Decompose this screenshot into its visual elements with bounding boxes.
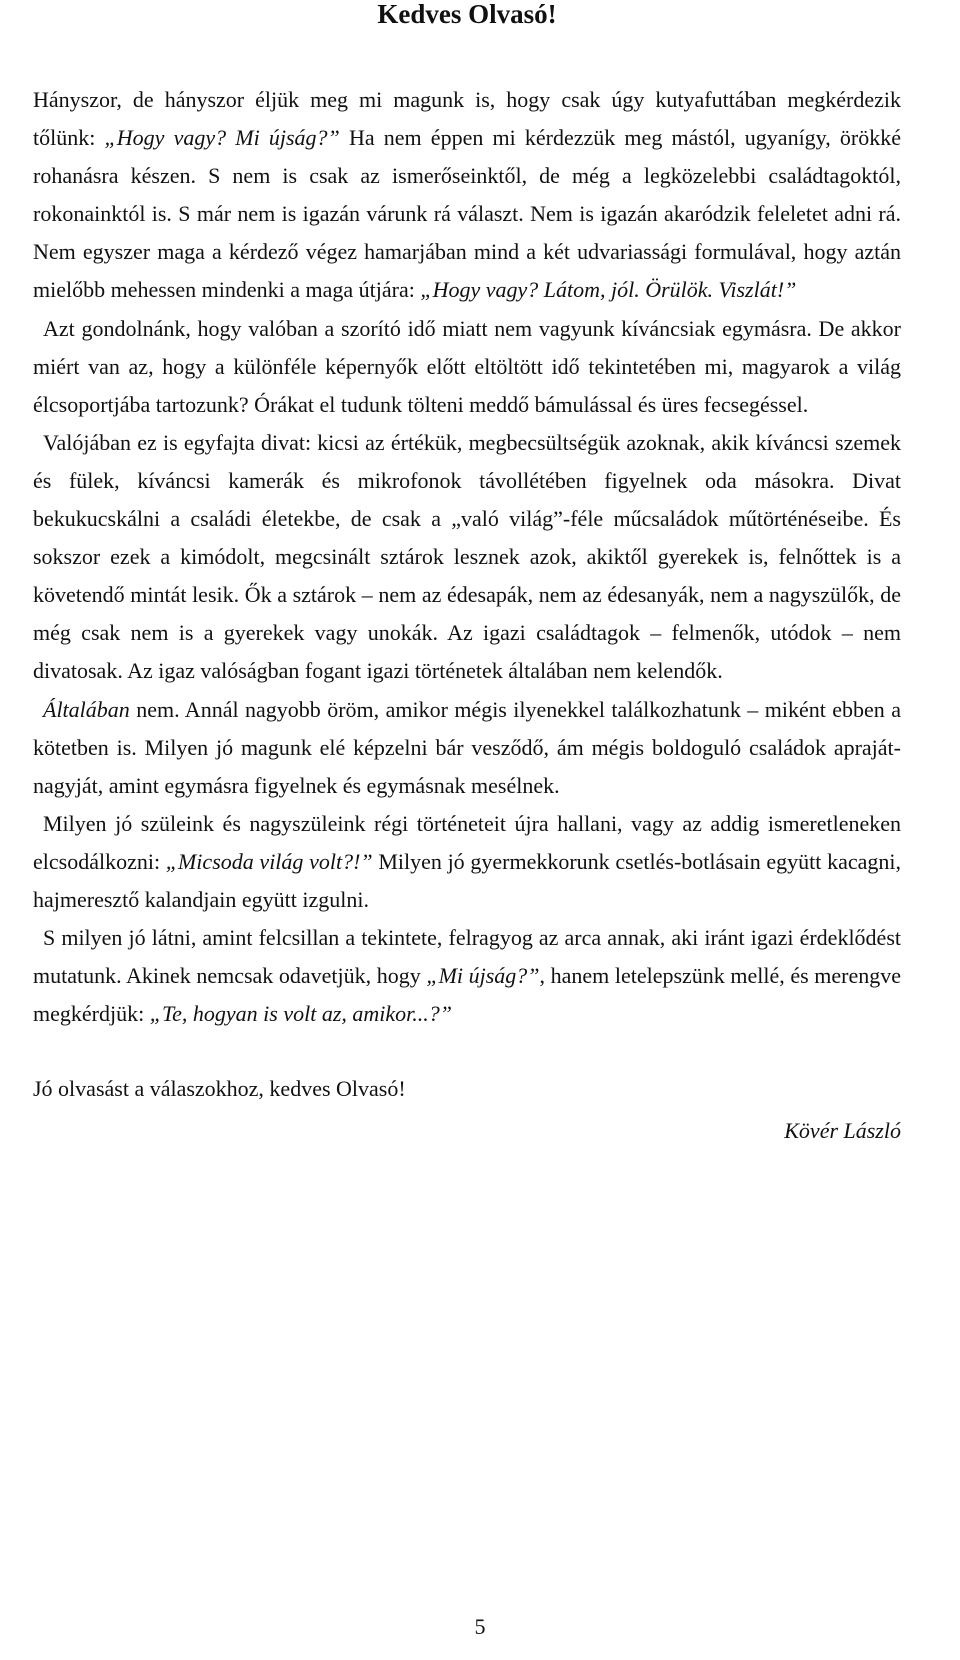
italic-quote: „Mi újság?”: [426, 963, 540, 989]
text-run: Azt gondolnánk, hogy valóban a szorító idő miatt nem vagyunk kíváncsiak egymásra. De akkor miért van az, hogy a különféle képernyők előtt eltöltött idő tekintetében mi, magyarok a világ élcsoportjába tartozunk? Órákat el tudunk tölteni meddő bámulással és üres fecsegéssel.: [33, 315, 901, 417]
text-run: nem. Annál nagyobb öröm, amikor mégis ilyenekkel találkozhatunk – miként ebben a kötetben is. Milyen jó magunk elé képzelni bár vesződő, ám mégis boldoguló családok apraját-nagyját, amint egymásra figyelnek és egymásnak mesélnek.: [33, 696, 901, 798]
italic-quote: „Hogy vagy? Mi újság?”: [104, 125, 340, 151]
italic-word: Általában: [43, 696, 130, 722]
italic-quote: „Micsoda világ volt?!”: [165, 848, 373, 874]
text-run: S milyen jó látni, amint felcsillan a tekintete, felragyog az arca annak, aki iránt igazi érdeklődést mutatunk. Akinek nemcsak odavetjük, hogy: [33, 925, 901, 989]
paragraph: [33, 81, 901, 310]
text-run: Milyen jó szüleink és nagyszüleink régi történeteit újra hallani, vagy az addig ismeretleneken elcsodálkozni:: [33, 810, 901, 874]
paragraph: [33, 424, 901, 691]
document-page: [33, 0, 901, 1150]
paragraph: [33, 805, 901, 919]
paragraph: [33, 691, 901, 805]
page-title: Kedves Olvasó!: [377, 0, 557, 29]
paragraph: [33, 919, 901, 1033]
closing-line: Jó olvasást a válaszokhoz, kedves Olvasó!: [33, 1076, 406, 1102]
paragraph: [33, 310, 901, 424]
text-run: Valójában ez is egyfajta divat: kicsi az értékük, megbecsültségük azoknak, akik kíváncsi szemek és fülek, kíváncsi kamerák és mikrofonok távollétében figyelnek oda másokra. Divat bekukucskálni a családi életekbe, de csak a „való világ”-féle műcsaládok műtörténéseibe. És sokszor ezek a kimódolt, megcsinált sztárok lesznek azok, akiktől gyerekek is, felnőttek is a követendő mintát lesik. Ők a sztárok – nem az édesapák, nem az édesanyák, nem a nagyszülők, de még csak nem is a gyerekek vagy unokák. Az igazi családtagok – felmenők, utódok – nem divatosak. Az igaz valóságban fogant igazi történetek általában nem kelendők.: [33, 429, 901, 684]
text-run: Milyen jó gyermekkorunk csetlés-botlásain együtt kacagni, hajmeresztő kalandjain együtt izgulni.: [33, 848, 901, 912]
text-run: Ha nem éppen mi kérdezzük meg mástól, ugyanígy, örökké rohanásra készen. S nem is csak az ismerőseinktől, de még a legközelebbi családtagoktól, rokonainktól is. S már nem is igazán várunk rá választ. Nem is igazán akaródzik feleletet adni rá. Nem egyszer maga a kérdező végez hamarjában mind a két udvariassági formulával, hogy aztán mielőbb mehessen mindenki a maga útjára:: [33, 125, 902, 303]
italic-quote: „Hogy vagy? Látom, jól. Örülök. Viszlát!”: [420, 277, 797, 303]
text-run: , hanem letelepszünk mellé, és merengve megkérdjük:: [33, 963, 902, 1027]
italic-quote: „Te, hogyan is volt az, amikor...?”: [149, 1001, 453, 1027]
page-number: 5: [474, 1614, 486, 1639]
author-signature: Kövér László: [784, 1118, 901, 1144]
text-run: Hányszor, de hányszor éljük meg mi magunk is, hogy csak úgy kutyafuttában megkérdezik tőlünk:: [33, 87, 901, 151]
